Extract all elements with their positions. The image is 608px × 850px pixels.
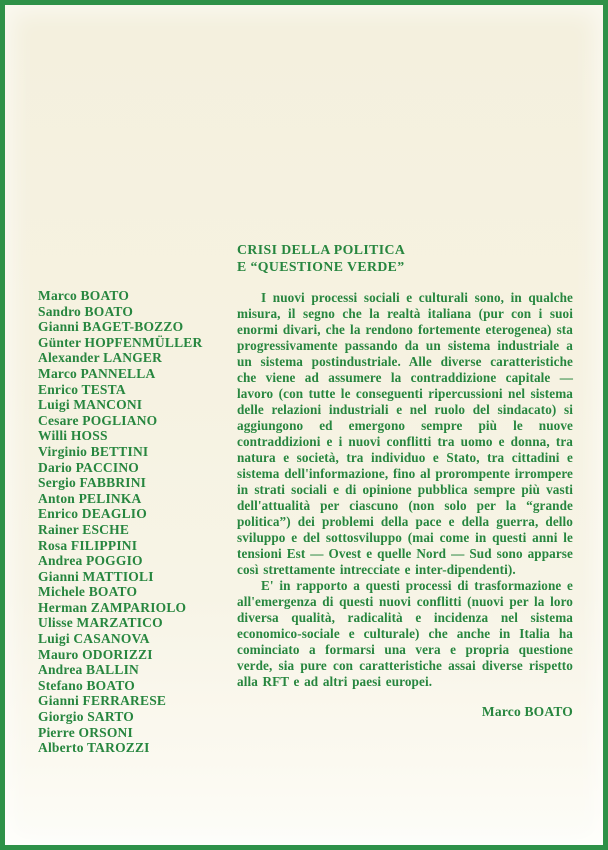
author-name: Sergio FABBRINI [38,475,147,491]
author-name: Marco BOATO [38,288,130,303]
author-name: Herman ZAMPARIOLO [38,599,187,615]
article-paragraph-2: E' in rapporto a questi processi di trasformazione e all'emergenza di questi nuovi conflitti (nuovi per la loro diversa qualità, radicalità e incidenza nel sistema economico-sociale e culturale) che anche in Italia ha cominciato a formarsi una vera e propria questione verde, sia pure con caratteristiche assai diverse rispetto alla RFT e ad altri paesi europei. [237,578,573,689]
author-name: Dario PACCINO [38,459,139,475]
article-signature: Marco BOATO [481,704,573,719]
author-name: Rosa FILIPPINI [38,537,138,553]
authors-list [38,288,238,756]
author-name: Andrea BALLIN [38,662,139,678]
author-name: Gianni FERRARESE [38,693,167,709]
author-name: Marco PANNELLA [38,365,156,381]
author-name: Ulisse MARZATICO [38,615,163,631]
article-title-line-1: CRISI DELLA POLITICA [237,242,406,257]
article-title [237,241,573,275]
author-name: Gianni BAGET-BOZZO [38,319,184,335]
author-name: Anton PELINKA [38,490,142,506]
author-name: Günter HOPFENMÜLLER [38,334,203,350]
author-name: Virginio BETTINI [38,443,149,459]
author-name: Michele BOATO [38,584,138,600]
author-name: Alberto TAROZZI [38,740,150,756]
author-name: Andrea POGGIO [38,553,143,569]
author-name: Cesare POGLIANO [38,412,158,428]
author-name: Enrico DEAGLIO [38,506,147,522]
author-name: Willi HOSS [38,428,108,444]
author-name: Pierre ORSONI [38,724,133,740]
author-name: Enrico TESTA [38,381,126,397]
author-name: Sandro BOATO [38,303,134,319]
article-paragraph-1: I nuovi processi sociali e culturali sono, in qualche misura, il segno che la realtà italiana (pur con i suoi enormi divari, che la rendono fortemente eterogenea) sta progressivamente passando da un sistema industriale a un sistema postindustriale. Alle diverse caratteristiche che viene ad assumere la contraddizione capitale — lavoro (con tutte le conseguenti ripercussioni nel sistema delle relazioni industriali e nel ruolo del sindacato) si aggiungono ed emergono sempre più le nuove contraddizioni e i nuovi conflitti tra uomo e donna, tra natura e società, tra individuo e Stato, tra cittadini e sistema dell'informazione, fino al prorompente irrompere in strati sociali e di opinione pubblica sempre più vasti dell'attualità per ciascuno (non solo per la “grande politica”) dei problemi della pace e della guerra, dello sviluppo e del sottosviluppo (mai come in questi anni le tensioni Est — Ovest e quelle Nord — Sud sono apparse così strettamente intrecciate e inter-dipendenti). [237,290,573,577]
author-name: Giorgio SARTO [38,709,135,725]
author-name: Mauro ODORIZZI [38,646,153,662]
author-name: Luigi CASANOVA [38,631,150,647]
article [237,241,573,720]
article-title-line-2: E “QUESTIONE VERDE” [237,259,405,274]
author-name: Gianni MATTIOLI [38,568,154,584]
author-name: Alexander LANGER [38,350,163,366]
author-name: Stefano BOATO [38,677,135,693]
author-name: Luigi MANCONI [38,397,143,413]
author-name: Rainer ESCHE [38,521,130,537]
